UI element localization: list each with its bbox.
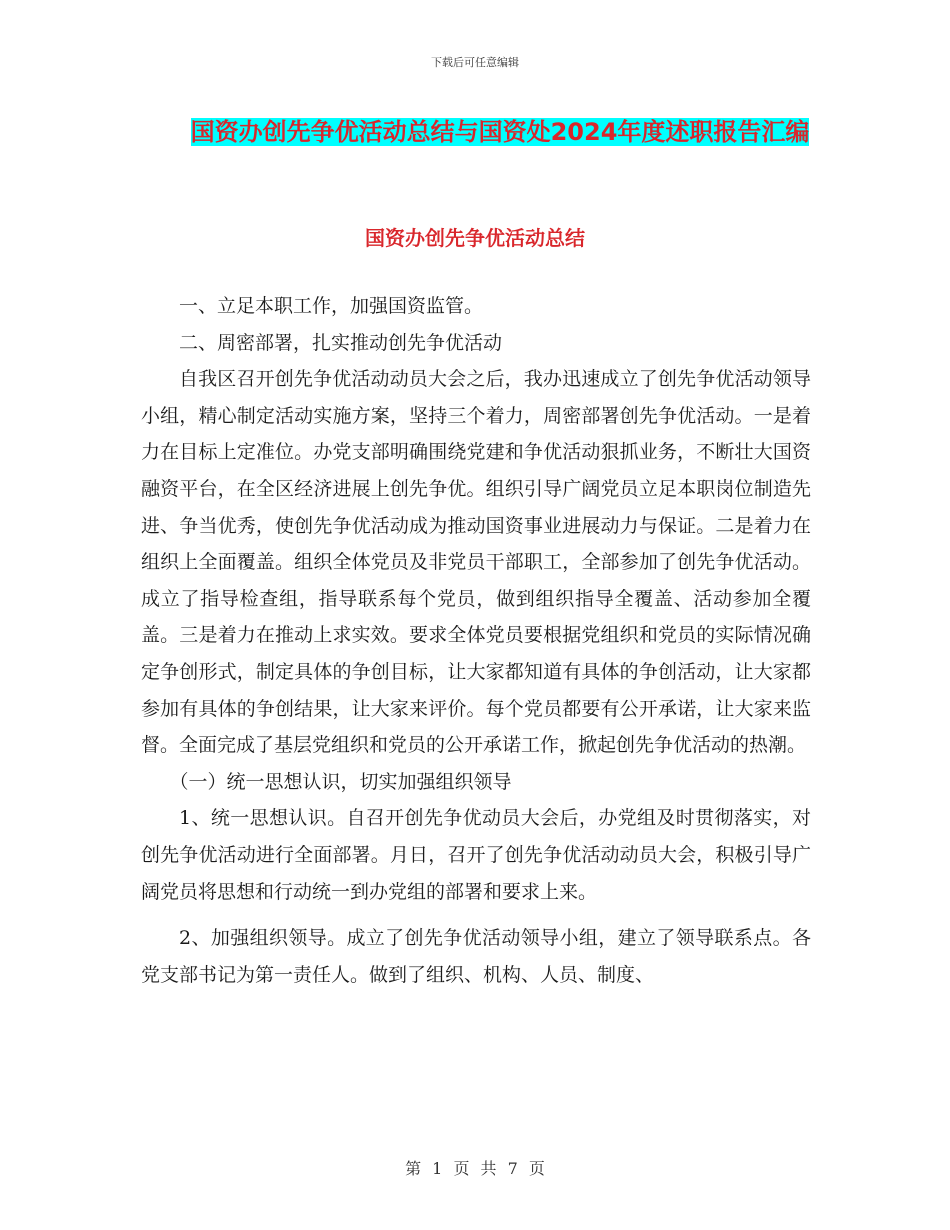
paragraph-6: 2、加强组织领导。成立了创先争优活动领导小组，建立了领导联系点。各党支部书记为第一责任人。做到了组织、机构、人员、制度、 [141,927,811,986]
section-title: 国资办创先争优活动总结 [365,226,585,250]
paragraph-1: 一、立足本职工作，加强国资监管。 [179,295,484,317]
paragraph-3: 自我区召开创先争优活动动员大会之后，我办迅速成立了创先争优活动领导小组，精心制定活动实施方案，坚持三个着力，周密部署创先争优活动。一是着力在目标上定准位。办党支部明确围绕党建和争优活动狠抓业务，不断壮大国资融资平台，在全区经济进展上创先争优。组织引导广阔党员立足本职岗位制造先进、争当优秀，使创先争优活动成为推动国资事业进展动力与保证。二是着力在组织上全面覆盖。组织全体党员及非党员干部职工，全部参加了创先争优活动。成立了指导检查组，指导联系每个党员，做到组织指导全覆盖、活动参加全覆盖。三是着力在推动上求实效。要求全体党员要根据党组织和党员的实际情况确定争创形式，制定具体的争创目标，让大家都知道有具体的争创活动，让大家都参加有具体的争创结果，让大家来评价。每个党员都要有公开承诺，让大家来监督。全面完成了基层党组织和党员的公开承诺工作，掀起创先争优活动的热潮。 [141,368,811,757]
page-indicator: 第 1 页 共 7 页 [405,1159,545,1178]
paragraph-4: （一）统一思想认识，切实加强组织领导 [169,770,512,793]
document-title [140,112,860,152]
document-body [141,288,811,993]
paragraph-2: 二、周密部署，扎实推动创先争优活动 [179,331,503,354]
header-note: 下载后可任意编辑 [431,56,519,69]
document-title-text: 国资办创先争优活动总结与国资处2024年度述职报告汇编 [190,118,810,146]
paragraph-5: 1、统一思想认识。自召开创先争优动员大会后，办党组及时贯彻落实，对创先争优活动进行全面部署。月日，召开了创先争优活动动员大会，积极引导广阔党员将思想和行动统一到办党组的部署和要求上来。 [141,807,811,903]
